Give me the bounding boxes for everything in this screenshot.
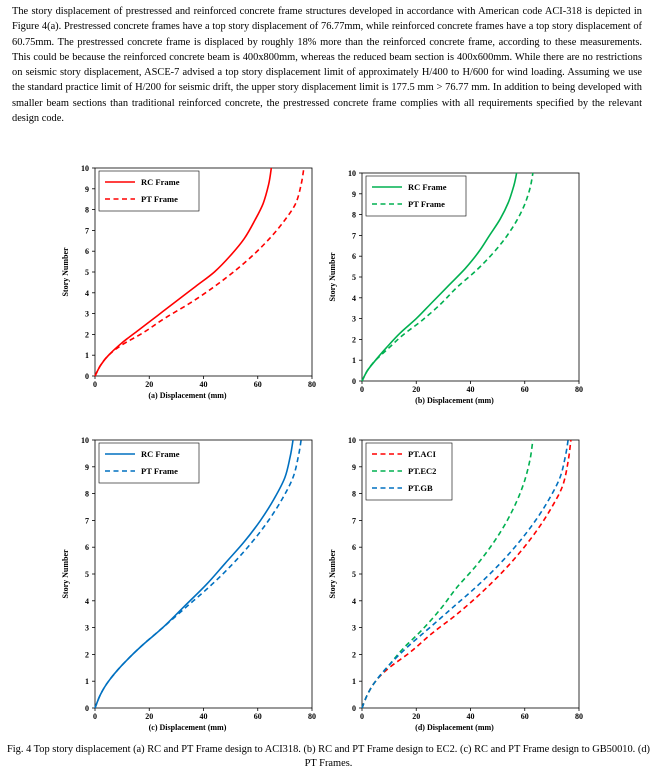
x-tick-label: 20 bbox=[145, 712, 154, 721]
x-tick-label: 40 bbox=[199, 380, 208, 389]
y-tick-label: 0 bbox=[352, 377, 356, 386]
y-tick-label: 6 bbox=[85, 247, 89, 257]
y-tick-label: 7 bbox=[85, 516, 89, 526]
x-tick-label: 20 bbox=[412, 385, 421, 394]
y-tick-label: 9 bbox=[352, 462, 356, 472]
x-tick-label: 60 bbox=[520, 385, 529, 394]
y-tick-label: 8 bbox=[352, 489, 356, 499]
y-tick-label: 2 bbox=[85, 650, 89, 660]
y-tick-label: 8 bbox=[85, 489, 89, 499]
y-tick-label: 3 bbox=[85, 623, 89, 633]
y-tick-label: 1 bbox=[352, 356, 356, 366]
y-tick-label: 9 bbox=[85, 184, 89, 194]
y-tick-label: 1 bbox=[85, 677, 89, 687]
y-axis-label: Story Number bbox=[328, 252, 337, 302]
y-tick-label: 2 bbox=[352, 335, 356, 345]
y-tick-label: 10 bbox=[348, 169, 356, 178]
x-axis-label: (b) Displacement (mm) bbox=[415, 396, 494, 405]
y-tick-label: 9 bbox=[85, 462, 89, 472]
legend-label: PT Frame bbox=[141, 466, 178, 476]
x-tick-label: 60 bbox=[520, 712, 529, 721]
x-tick-label: 80 bbox=[308, 712, 316, 721]
y-tick-label: 8 bbox=[85, 205, 89, 215]
y-tick-label: 3 bbox=[352, 314, 356, 324]
x-tick-label: 80 bbox=[308, 380, 316, 389]
y-tick-label: 4 bbox=[85, 596, 89, 606]
y-tick-label: 6 bbox=[352, 543, 356, 553]
chart-b bbox=[322, 165, 592, 411]
y-tick-label: 10 bbox=[81, 164, 89, 173]
x-tick-label: 60 bbox=[253, 712, 262, 721]
x-tick-label: 40 bbox=[199, 712, 208, 721]
y-tick-label: 4 bbox=[352, 596, 356, 606]
x-axis-label: (a) Displacement (mm) bbox=[148, 391, 227, 400]
chart-svg bbox=[322, 165, 592, 411]
x-tick-label: 20 bbox=[412, 712, 421, 721]
y-axis-label: Story Number bbox=[61, 549, 70, 599]
chart-svg bbox=[322, 432, 592, 738]
y-axis-label: Story Number bbox=[61, 247, 70, 297]
y-tick-label: 10 bbox=[81, 436, 89, 445]
x-axis-label: (c) Displacement (mm) bbox=[148, 723, 227, 732]
y-tick-label: 0 bbox=[85, 704, 89, 713]
y-tick-label: 5 bbox=[352, 273, 356, 282]
x-tick-label: 0 bbox=[93, 380, 97, 389]
chart-svg bbox=[55, 432, 325, 738]
legend-label: PT.GB bbox=[408, 483, 433, 493]
chart-svg bbox=[55, 160, 325, 406]
y-tick-label: 0 bbox=[352, 704, 356, 713]
x-tick-label: 0 bbox=[360, 712, 364, 721]
legend-label: RC Frame bbox=[141, 177, 180, 187]
y-tick-label: 2 bbox=[352, 650, 356, 660]
x-tick-label: 60 bbox=[253, 380, 262, 389]
figure-caption: Fig. 4 Top story displacement (a) RC and PT Frame design to ACI318. (b) RC and PT Frame design to EC2. (c) RC and PT Frame design to GB50010. (d) PT Frames. bbox=[7, 744, 650, 769]
y-tick-label: 4 bbox=[85, 288, 89, 298]
y-tick-label: 4 bbox=[352, 293, 356, 303]
legend-label: RC Frame bbox=[408, 182, 447, 192]
y-tick-label: 2 bbox=[85, 330, 89, 340]
x-tick-label: 0 bbox=[93, 712, 97, 721]
chart-a bbox=[55, 160, 325, 406]
y-tick-label: 7 bbox=[85, 226, 89, 236]
chart-d bbox=[322, 432, 592, 738]
y-tick-label: 8 bbox=[352, 210, 356, 220]
y-tick-label: 5 bbox=[352, 570, 356, 579]
y-tick-label: 5 bbox=[85, 570, 89, 579]
y-tick-label: 7 bbox=[352, 231, 356, 241]
legend-label: PT.EC2 bbox=[408, 466, 437, 476]
y-tick-label: 3 bbox=[352, 623, 356, 633]
y-tick-label: 6 bbox=[352, 252, 356, 262]
legend-label: RC Frame bbox=[141, 449, 180, 459]
y-tick-label: 1 bbox=[352, 677, 356, 687]
x-tick-label: 0 bbox=[360, 385, 364, 394]
body-paragraph: The story displacement of prestressed and reinforced concrete frame structures developed in accordance with American code ACI-318 is depicted in Figure 4(a). Prestressed concrete frames have a top story displacement of 76.77mm, while reinforced concrete frames have a top story displacement of 60.75mm. The prestressed concrete frame is displaced by roughly 18% more than the reinforced concrete frame, according to these measurements. This could be because the reinforced concrete beam is 400x800mm, whereas the reduced beam section is 400x600mm. While there are no restrictions on seismic story displacement, ASCE-7 advised a top story displacement limit of approximately H/400 to H/600 for wind loading. Assuming we use the standard practice limit of H/200 for seismic drift, the upper story displacement limit is 177.5 mm > 76.77 mm. In addition to being developed with smaller beam sections than traditional reinforced concrete, the prestressed concrete frame complies with all requirements specified by the relevant design code. bbox=[12, 6, 642, 125]
y-axis-label: Story Number bbox=[328, 549, 337, 599]
x-tick-label: 80 bbox=[575, 712, 583, 721]
legend-label: PT Frame bbox=[141, 194, 178, 204]
y-tick-label: 9 bbox=[352, 189, 356, 199]
y-tick-label: 7 bbox=[352, 516, 356, 526]
x-tick-label: 80 bbox=[575, 385, 583, 394]
legend-label: PT.ACI bbox=[408, 449, 436, 459]
y-tick-label: 6 bbox=[85, 543, 89, 553]
y-tick-label: 0 bbox=[85, 372, 89, 381]
x-tick-label: 40 bbox=[466, 712, 475, 721]
x-axis-label: (d) Displacement (mm) bbox=[415, 723, 494, 732]
y-tick-label: 1 bbox=[85, 351, 89, 361]
y-tick-label: 10 bbox=[348, 436, 356, 445]
x-tick-label: 40 bbox=[466, 385, 475, 394]
y-tick-label: 5 bbox=[85, 268, 89, 277]
x-tick-label: 20 bbox=[145, 380, 154, 389]
y-tick-label: 3 bbox=[85, 309, 89, 319]
legend-label: PT Frame bbox=[408, 199, 445, 209]
chart-c bbox=[55, 432, 325, 738]
